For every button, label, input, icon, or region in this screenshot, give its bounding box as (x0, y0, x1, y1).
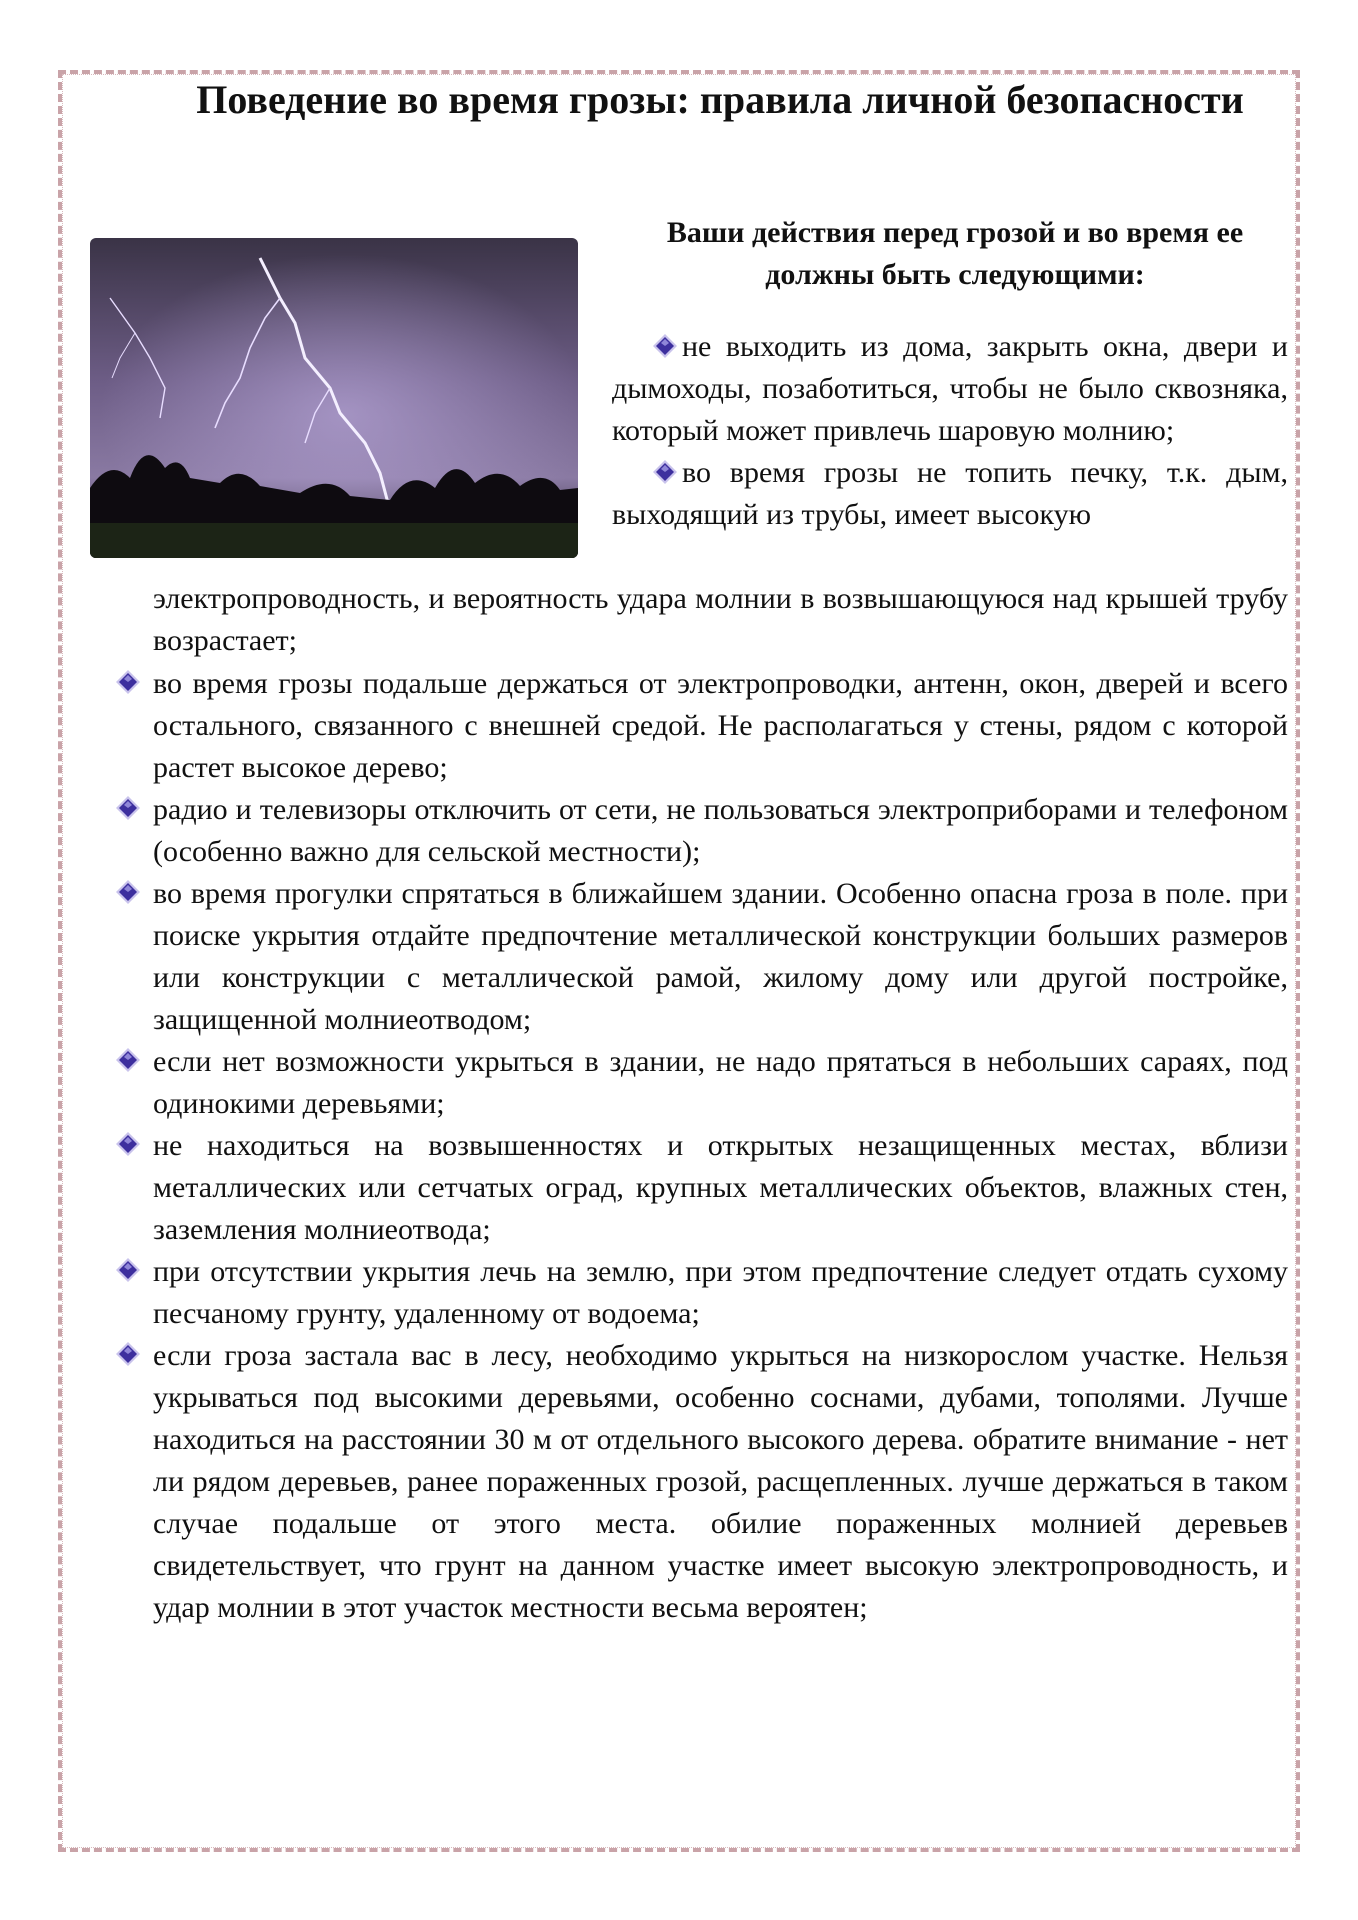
list-item-continuation (153, 578, 1288, 662)
list-item: при отсутствии укрытия лечь на землю, при этом предпочтение следует отдать сухому песчаному грунту, удаленному от водоема; (115, 1251, 1288, 1335)
diamond-bullet-icon (115, 669, 141, 695)
list-item: радио и телевизоры отключить от сети, не пользоваться электроприборами и телефоном (особенно важно для сельской местности); (115, 789, 1288, 873)
list-item: во время грозы подальше держаться от электропроводки, антенн, окон, дверей и всего остального, связанного с внешней средой. Не располагаться у стены, рядом с которой растет высокое дерево; (115, 663, 1288, 789)
list-item: во время прогулки спрятаться в ближайшем здании. Особенно опасна гроза в поле. при поиске укрытия отдайте предпочтение металлической конструкции больших размеров или конструкции с металлической рамой, жилому дому или другой постройке, защищенной молниеотводом; (115, 873, 1288, 1041)
diamond-bullet-icon (115, 795, 141, 821)
list-item: если гроза застала вас в лесу, необходимо укрыться на низкорослом участке. Нельзя укрываться под высокими деревьями, особенно соснами, дубами, тополями. Лучше находиться на расстоянии 30 м от отдельного высокого дерева. обратите внимание - нет ли рядом деревьев, ранее пораженных грозой, расщепленных. лучше держаться в таком случае подальше от этого места. обилие пораженных молнией деревьев свидетельствует, что грунт на данном участке имеет высокую электропроводность, и удар молнии в этот участок местности весьма вероятен; (115, 1335, 1288, 1629)
list-item: во время грозы не топить печку, т.к. дым, выходящий из трубы, имеет высокую (612, 456, 1288, 531)
diamond-bullet-icon (652, 459, 678, 485)
diamond-bullet-icon (115, 1257, 141, 1283)
list-item: электропроводность, и вероятность удара молнии в возвышающуюся над крышей трубу возрастает; (153, 582, 1288, 657)
lightning-photo (90, 238, 578, 558)
list-item: не выходить из дома, закрыть окна, двери и дымоходы, позаботиться, чтобы не было сквозняка, который может привлечь шаровую молнию; (612, 330, 1288, 447)
top-list (612, 326, 1288, 536)
diamond-bullet-icon (115, 1341, 141, 1367)
list-item: не находиться на возвышенностях и открытых незащищенных местах, вблизи металлических или сетчатых оград, крупных металлических объектов, влажных стен, заземления молниеотвода; (115, 1125, 1288, 1251)
main-list (115, 663, 1288, 1629)
diamond-bullet-icon (652, 333, 678, 359)
diamond-bullet-icon (115, 1047, 141, 1073)
diamond-bullet-icon (115, 1131, 141, 1157)
diamond-bullet-icon (115, 879, 141, 905)
list-item: если нет возможности укрыться в здании, не надо прятаться в небольших сараях, под одинокими деревьями; (115, 1041, 1288, 1125)
page-title: Поведение во время грозы: правила личной безопасности (196, 77, 1244, 122)
intro-heading: Ваши действия перед грозой и во время ее должны быть следующими: (666, 216, 1244, 291)
